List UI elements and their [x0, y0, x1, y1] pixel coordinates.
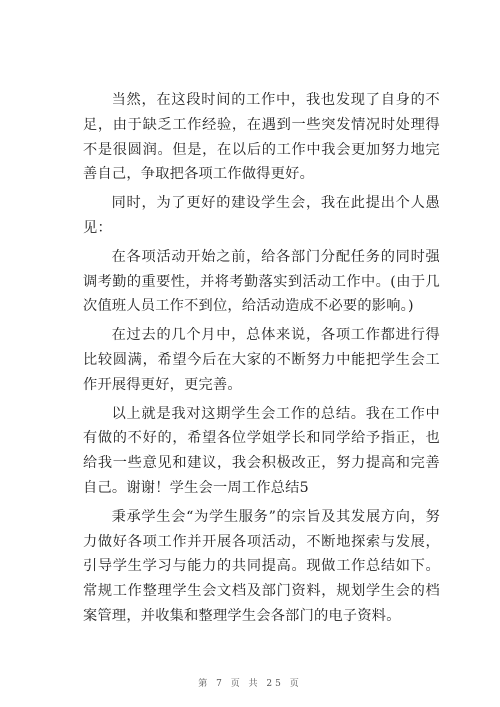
paragraph-attendance-suggestion: 在各项活动开始之前，给各部门分配任务的同时强调考勤的重要性，并将考勤落实到活动工作中。(由于几次值班人员工作不到位，给活动造成不必要的影响。) [83, 248, 440, 315]
paragraph-past-months: 在过去的几个月中，总体来说，各项工作都进行得比较圆满，希望今后在大家的不断努力中能把学生会工作开展得更好，更完善。 [83, 327, 440, 393]
paragraph-suggestions-intro: 同时，为了更好的建设学生会，我在此提出个人愚见： [83, 195, 440, 236]
paragraph-summary-closing: 以上就是我对这期学生会工作的总结。我在工作中有做的不好的，希望各位学姐学长和同学给予指正，也给我一些意见和建议，我会积极改正，努力提高和完善自己。谢谢！学生会一周工作总结5 [83, 405, 440, 496]
page-number-footer: 第 7 页 共 25 页 [198, 679, 302, 689]
paragraph-summary-5-intro: 秉承学生会“为学生服务”的宗旨及其发展方向，努力做好各项工作并开展各项活动，不断地探索与发展，引导学生学习与能力的共同提高。现做工作总结如下。常规工作整理学生会文档及部门资料，规划学生会的档案管理，并收集和整理学生会各部门的电子资料。 [83, 508, 440, 624]
document-body [83, 88, 440, 633]
paragraph-self-reflection: 当然，在这段时间的工作中，我也发现了自身的不足，由于缺乏工作经验，在遇到一些突发情况时处理得不是很圆润。但是，在以后的工作中我会更加努力地完善自己，争取把各项工作做得更好。 [83, 92, 440, 183]
